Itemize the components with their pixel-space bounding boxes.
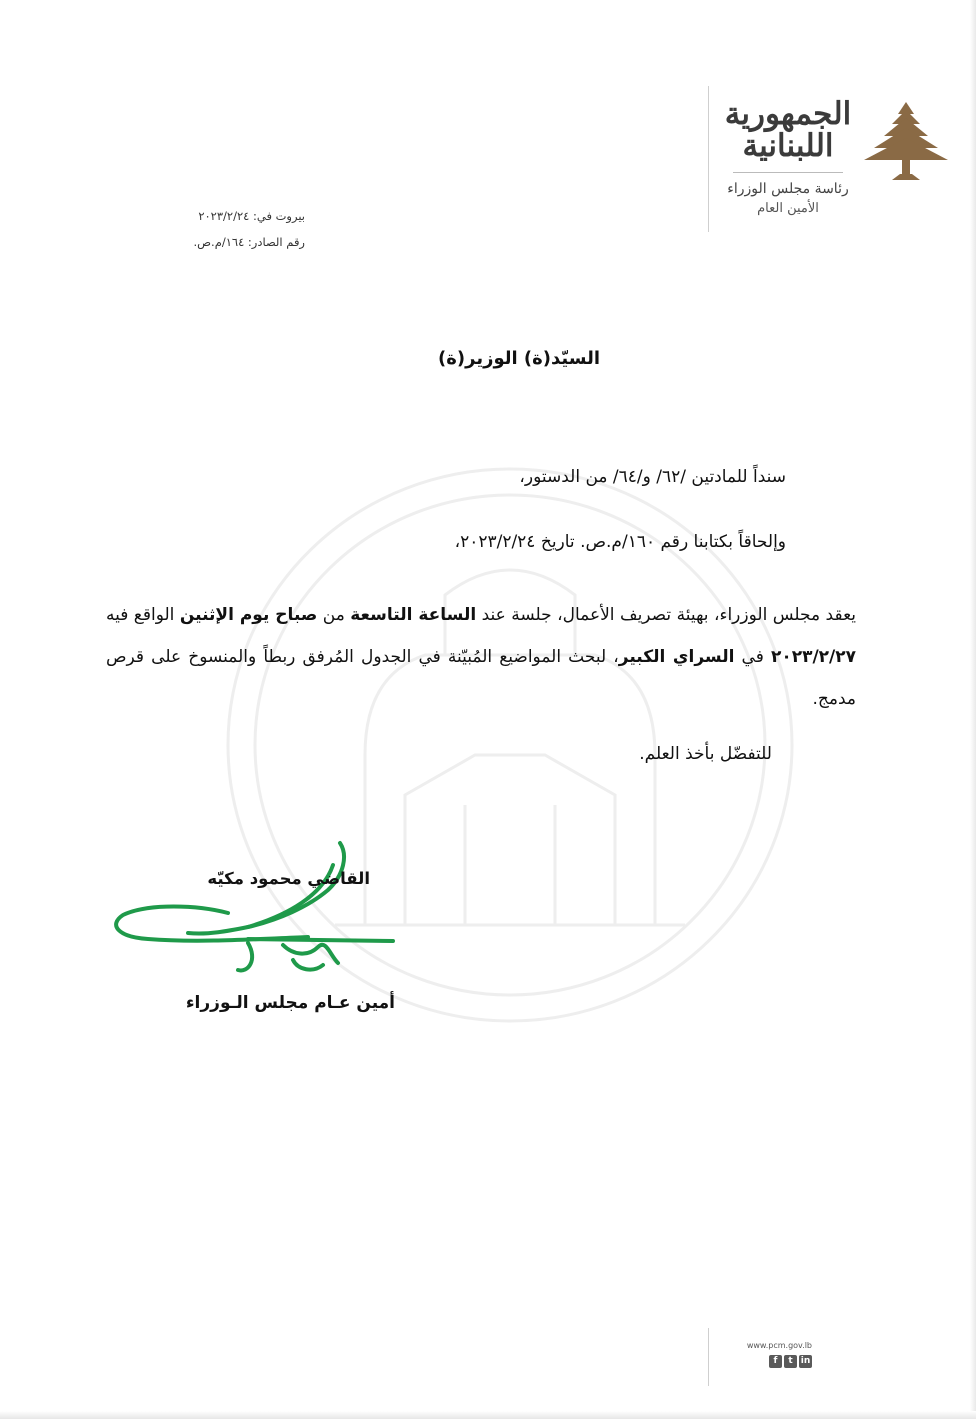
session-time: الساعة التاسعة <box>350 605 477 625</box>
p3-text-3: الواقع فيه <box>106 605 180 625</box>
website-link[interactable]: www.pcm.gov.lb <box>746 1341 812 1350</box>
letter-meta <box>140 203 305 255</box>
signatory-name: القاضي محمود مكيّه <box>207 869 370 888</box>
footer-divider <box>708 1328 709 1386</box>
paragraph-session-notice <box>106 594 856 720</box>
session-venue: السراي الكبير <box>618 647 735 667</box>
place-date: بيروت في: ٢٠٢٣/٢/٢٤ <box>198 209 305 223</box>
p3-text-1: يعقد مجلس الوزراء، بهيئة تصريف الأعمال، جلسة عند <box>476 605 857 625</box>
recipient-line: السيّد(ة) الوزير(ة) <box>438 348 600 369</box>
session-day: صباح يوم الإثنين <box>179 605 318 625</box>
social-icons <box>752 1355 812 1368</box>
facebook-icon[interactable]: f <box>769 1355 782 1368</box>
emblem-separator <box>733 172 843 173</box>
emblem-line-republic: الجمهورية <box>724 96 852 132</box>
header-divider <box>708 86 709 232</box>
signatory-title: أمين عـام مجلس الـوزراء <box>185 993 395 1013</box>
twitter-icon[interactable]: t <box>784 1355 797 1368</box>
emblem-line-lebanese: اللبنانية <box>742 128 834 164</box>
page-edge-shadow <box>0 1411 976 1419</box>
cedar-logo-icon <box>862 100 950 182</box>
issue-number: رقم الصادر: ١٦٤/م.ص. <box>193 235 305 249</box>
p3-text-2: من <box>317 605 351 625</box>
p3-text-4: في <box>734 647 771 667</box>
handwritten-signature <box>108 835 398 980</box>
p3-text-5: ، لبحث المواضيع المُبيّنة في الجدول المُرفق ربطاً والمنسوخ على قرص مدمج. <box>106 647 856 709</box>
office-name: الأمين العام <box>757 201 819 216</box>
paragraph-constitution: سنداً للمادتين /٦٢/ و/٦٤/ من الدستور، <box>519 467 786 487</box>
page-edge-shadow <box>970 0 976 1419</box>
paragraph-reference: وإلحاقاً بكتابنا رقم ١٦٠/م.ص. تاريخ ٢٠٢٣/٢/٢٤، <box>454 532 786 552</box>
session-date: ٢٠٢٣/٢/٢٧ <box>770 647 856 667</box>
emblem-text-block <box>714 98 862 219</box>
department-name: رئاسة مجلس الوزراء <box>727 181 849 197</box>
paragraph-closing: للتفضّل بأخذ العلم. <box>639 744 772 764</box>
linkedin-icon[interactable]: in <box>800 1356 811 1366</box>
